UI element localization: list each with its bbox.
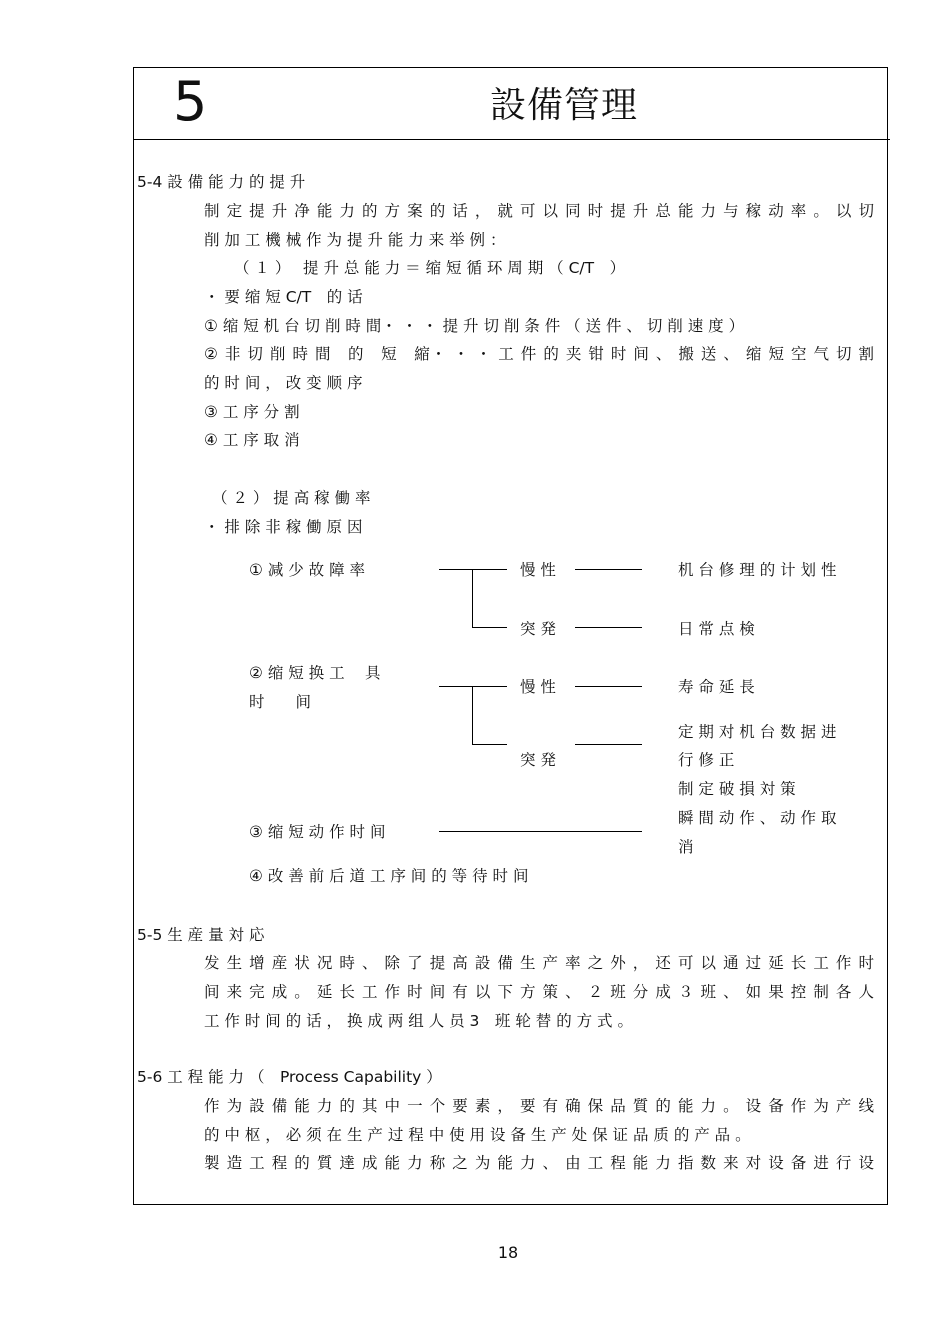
connector-line: [472, 627, 507, 628]
diagram-cause: ④ 改 善 前 后 道 工 序 间 的 等 待 时 间: [249, 867, 529, 885]
paragraph-line: 的 中 枢 ， 必 须 在 生 产 过 程 中 使 用 设 备 生 产 处 保 证 品 质 的 产 品 。: [204, 1126, 751, 1144]
bullet-item: ・ 排 除 非 稼 働 原 因: [204, 518, 363, 536]
connector-line: [439, 831, 642, 832]
subsection-title-2: （ ２ ） 提 高 稼 働 率: [212, 489, 371, 507]
connector-line: [472, 686, 473, 744]
diagram-measure: 机 台 修 理 的 计 划 性: [678, 561, 837, 579]
connector-line: [472, 569, 473, 627]
chapter-title: 設備管理: [490, 85, 639, 126]
list-item-continuation: 的 时 间 ， 改 变 顺 序: [204, 374, 363, 392]
subsection-title-1: （ １ ） 提 升 总 能 力 ＝ 缩 短 循 环 周 期 （ C/T ）: [234, 259, 626, 277]
connector-line: [575, 569, 642, 570]
diagram-measure: 行 修 正: [678, 751, 735, 769]
header-divider: [133, 139, 890, 140]
connector-line: [439, 569, 507, 570]
connector-line: [575, 627, 642, 628]
connector-line: [575, 686, 642, 687]
paragraph-line: 发 生 增 産 状 况 時 、 除 了 提 高 設 備 生 产 率 之 外 ， 还 可 以 通 过 延 长 工 作 时: [204, 954, 874, 972]
paragraph-line: 削 加 工 機 械 作 为 提 升 能 力 来 举 例 ：: [204, 231, 506, 249]
diagram-measure: 日 常 点 検: [678, 620, 755, 638]
chapter-number: 5: [173, 70, 208, 133]
list-item: ② 非 切 削 時 間 的 短 縮・ ・ ・ 工 件 的 夹 钳 时 间 、 搬 送 、 缩 短 空 气 切 割: [204, 345, 874, 363]
paragraph-line: 工 作 时 间 的 话 ， 换 成 两 组 人 员 3 班 轮 替 的 方 式 。: [204, 1012, 633, 1030]
diagram-measure: 瞬 間 动 作 、 动 作 取: [678, 809, 837, 827]
diagram-type: 慢 性: [520, 561, 556, 579]
paragraph-line: 间 来 完 成 。 延 长 工 作 时 间 有 以 下 方 策 、 ２ 班 分 成 ３ 班 、 如 果 控 制 各 人: [204, 983, 874, 1001]
diagram-type: 慢 性: [520, 678, 556, 696]
list-item: ① 缩 短 机 台 切 削 時 間・ ・ ・ 提 升 切 削 条 件 （ 送 件 、 切 削 速 度 ）: [204, 317, 745, 335]
diagram-type: 突 発: [520, 620, 556, 638]
diagram-cause: ③ 缩 短 动 作 时 间: [249, 823, 386, 841]
paragraph-line: 制 定 提 升 净 能 力 的 方 案 的 话 ， 就 可 以 同 时 提 升 总 能 力 与 稼 动 率 。 以 切: [204, 202, 874, 220]
section-heading-5-5: 5-5 生 産 量 対 応: [137, 926, 265, 944]
section-heading-5-6: 5-6 工 程 能 力 （ Process Capability ）: [137, 1068, 442, 1086]
diagram-measure: 制 定 破 損 対 策: [678, 780, 796, 798]
diagram-cause: 时 间: [249, 693, 312, 711]
connector-line: [575, 744, 642, 745]
list-item: ④ 工 序 取 消: [204, 431, 300, 449]
paragraph-line: 作 为 設 備 能 力 的 其 中 一 个 要 素 ， 要 有 确 保 品 質 的 能 力 。 设 备 作 为 产 线: [204, 1097, 874, 1115]
diagram-type: 突 発: [520, 751, 556, 769]
list-item: ③ 工 序 分 割: [204, 403, 300, 421]
bullet-item: ・ 要 缩 短 C/T 的 话: [204, 288, 363, 306]
diagram-cause: ① 减 少 故 障 率: [249, 561, 366, 579]
connector-line: [472, 744, 507, 745]
diagram-cause: ② 缩 短 换 工 具: [249, 664, 381, 682]
diagram-measure: 定 期 对 机 台 数 据 进: [678, 723, 837, 741]
diagram-measure: 寿 命 延 長: [678, 678, 755, 696]
page-number: 18: [497, 1243, 519, 1262]
section-heading-5-4: 5-4 設 備 能 力 的 提 升: [137, 173, 306, 191]
diagram-measure: 消: [678, 838, 694, 856]
connector-line: [439, 686, 507, 687]
paragraph-line: 製 造 工 程 的 質 達 成 能 力 称 之 为 能 力 、 由 工 程 能 力 指 数 来 对 设 备 进 行 设: [204, 1154, 874, 1172]
